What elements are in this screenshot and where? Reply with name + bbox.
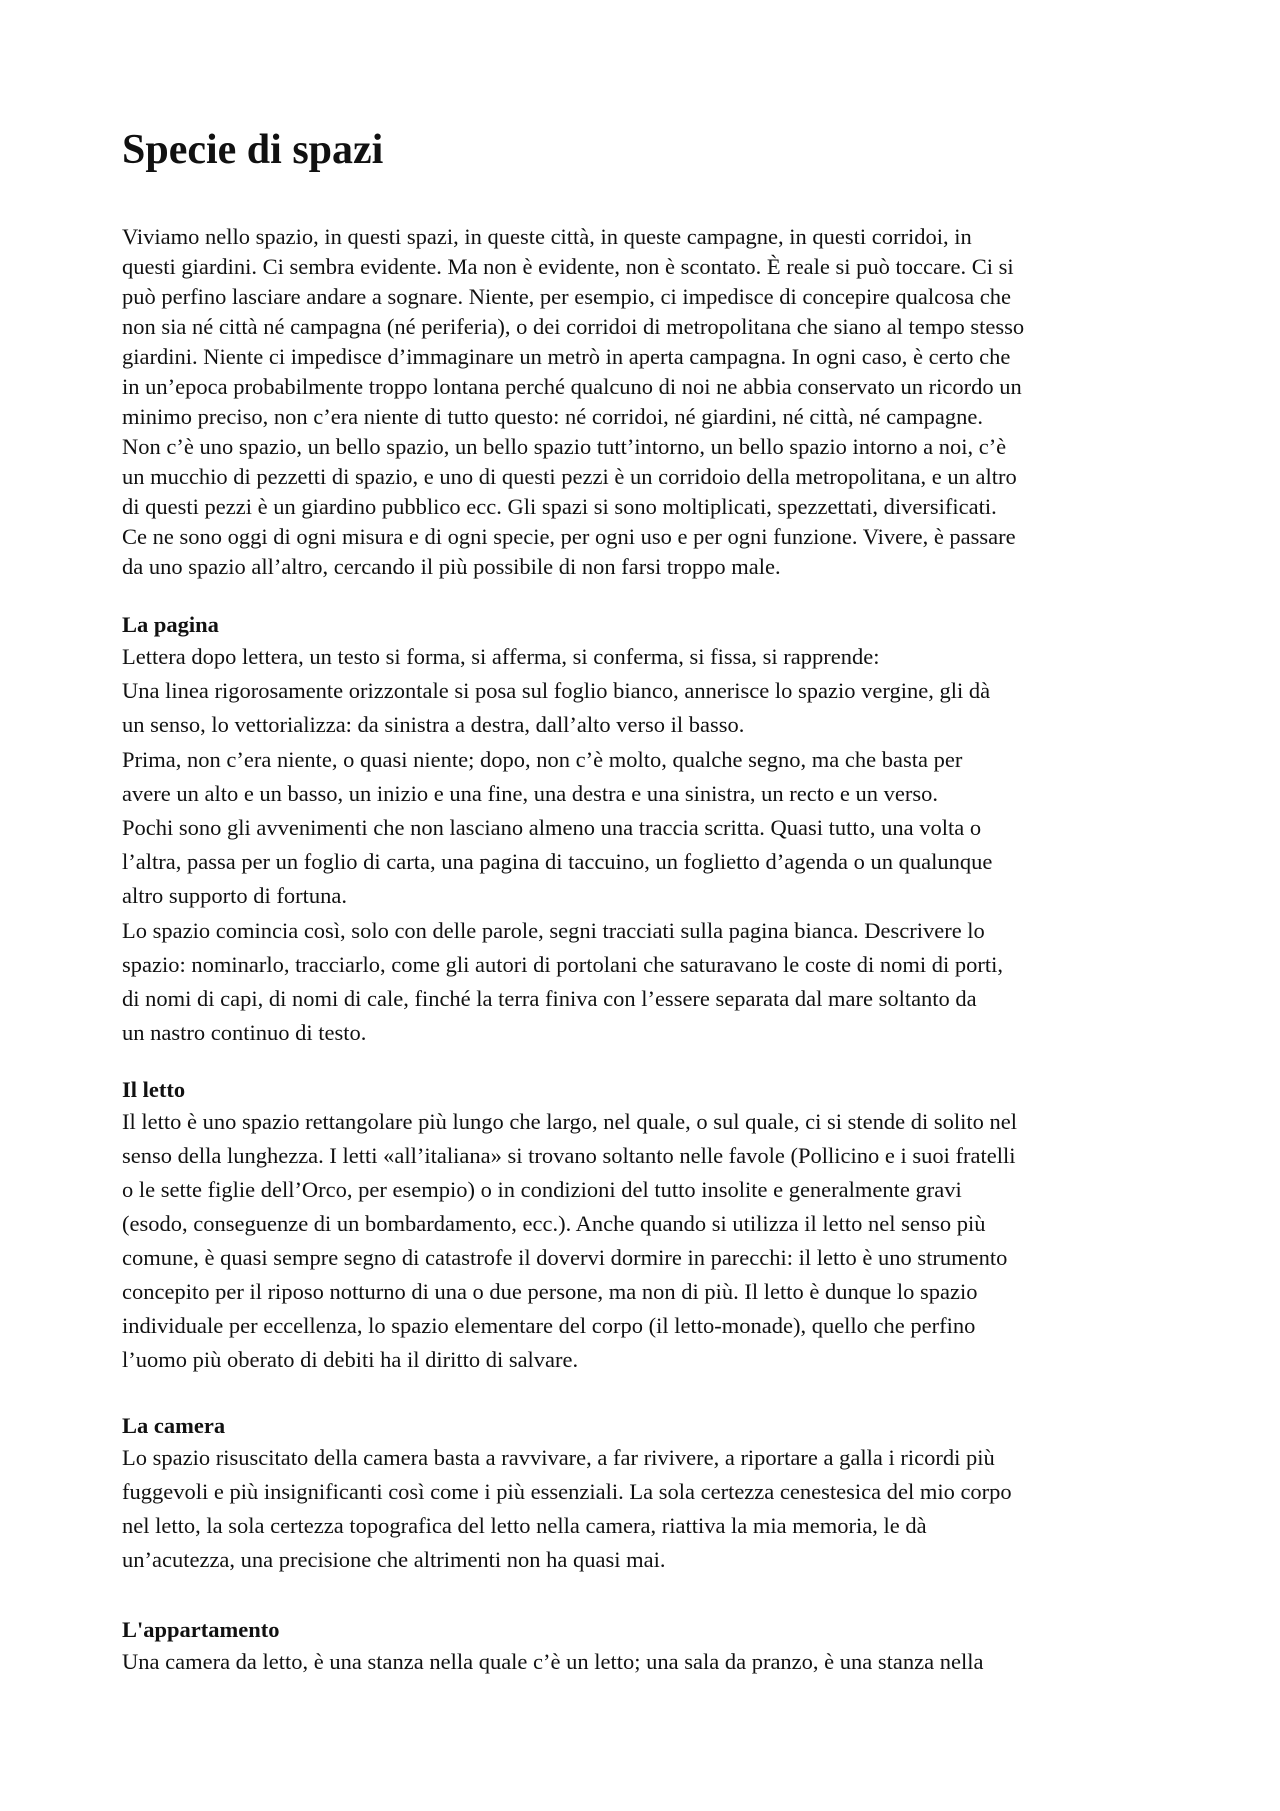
section-la-pagina xyxy=(122,610,1172,1050)
text-line: Non c’è uno spazio, un bello spazio, un bello spazio tutt’intorno, un bello spazio intorno a noi, c’è xyxy=(122,434,1007,459)
text-line: non sia né città né campagna (né periferia), o dei corridoi di metropolitana che siano al tempo stesso xyxy=(122,314,1025,339)
text-line: (esodo, conseguenze di un bombardamento, ecc.). Anche quando si utilizza il letto nel senso più xyxy=(122,1211,986,1236)
text-line: individuale per eccellenza, lo spazio elementare del corpo (il letto-monade), quello che perfino xyxy=(122,1313,976,1338)
text-line: minimo preciso, non c’era niente di tutto questo: né corridoi, né giardini, né città, né campagne. xyxy=(122,404,983,429)
text-line: spazio: nominarlo, tracciarlo, come gli autori di portolani che saturavano le coste di nomi di porti, xyxy=(122,951,1003,977)
text-line: un nastro continuo di testo. xyxy=(122,1020,367,1046)
section-heading: L'appartamento xyxy=(122,1617,280,1642)
text-line: da uno spazio all’altro, cercando il più possibile di non farsi troppo male. xyxy=(122,554,781,579)
section-body xyxy=(122,1105,1172,1377)
text-line: Lo spazio comincia così, solo con delle parole, segni tracciati sulla pagina bianca. Descrivere lo xyxy=(122,917,985,943)
section-body xyxy=(122,1441,1172,1577)
text-line: Lettera dopo lettera, un testo si forma, si afferma, si conferma, si fissa, si rapprende: xyxy=(122,644,880,669)
text-line: di questi pezzi è un giardino pubblico ecc. Gli spazi si sono moltiplicati, spezzettati, diversificati. xyxy=(122,494,997,519)
text-line: altro supporto di fortuna. xyxy=(122,883,347,909)
text-line: un mucchio di pezzetti di spazio, e uno di questi pezzi è un corridoio della metropolitana, e un altro xyxy=(122,464,1017,489)
text-line: può perfino lasciare andare a sognare. Niente, per esempio, ci impedisce di concepire qualcosa che xyxy=(122,284,1011,309)
section-la-camera xyxy=(122,1411,1172,1577)
section-heading: La camera xyxy=(122,1413,226,1438)
intro-paragraph xyxy=(122,222,1172,582)
text-line: Una linea rigorosamente orizzontale si posa sul foglio bianco, annerisce lo spazio vergine, gli dà xyxy=(122,678,991,704)
text-line: un’acutezza, una precisione che altrimenti non ha quasi mai. xyxy=(122,1547,666,1572)
text-line: senso della lunghezza. I letti «all’italiana» si trovano soltanto nelle favole (Pollicino e i suoi fratelli xyxy=(122,1143,1016,1168)
text-line: l’altra, passa per un foglio di carta, una pagina di taccuino, un foglietto d’agenda o un qualunque xyxy=(122,849,993,875)
text-line: concepito per il riposo notturno di una o due persone, ma non di più. Il letto è dunque lo spazio xyxy=(122,1279,978,1304)
text-line: questi giardini. Ci sembra evidente. Ma non è evidente, non è scontato. È reale si può toccare. Ci si xyxy=(122,254,1014,279)
text-line: o le sette figlie dell’Orco, per esempio) o in condizioni del tutto insolite e generalmente gravi xyxy=(122,1177,962,1202)
section-l-appartamento xyxy=(122,1615,1172,1679)
text-line: l’uomo più oberato di debiti ha il diritto di salvare. xyxy=(122,1347,579,1372)
text-line: nel letto, la sola certezza topografica del letto nella camera, riattiva la mia memoria, le dà xyxy=(122,1513,927,1538)
text-line: avere un alto e un basso, un inizio e una fine, una destra e una sinistra, un recto e un verso. xyxy=(122,780,938,806)
text-line: Lo spazio risuscitato della camera basta a ravvivare, a far rivivere, a riportare a galla i ricordi più xyxy=(122,1445,995,1470)
text-line: di nomi di capi, di nomi di cale, finché la terra finiva con l’essere separata dal mare soltanto da xyxy=(122,986,977,1012)
text-line: Ce ne sono oggi di ogni misura e di ogni specie, per ogni uso e per ogni funzione. Vivere, è passare xyxy=(122,524,1016,549)
text-line: giardini. Niente ci impedisce d’immaginare un metrò in aperta campagna. In ogni caso, è certo che xyxy=(122,344,1011,369)
section-il-letto xyxy=(122,1075,1172,1377)
page-title: Specie di spazi xyxy=(122,127,384,173)
text-line: Pochi sono gli avvenimenti che non lasciano almeno una traccia scritta. Quasi tutto, una volta o xyxy=(122,815,982,841)
text-line: Una camera da letto, è una stanza nella quale c’è un letto; una sala da pranzo, è una stanza nella xyxy=(122,1649,984,1674)
text-line: un senso, lo vettorializza: da sinistra a destra, dall’alto verso il basso. xyxy=(122,712,745,738)
text-line: Prima, non c’era niente, o quasi niente; dopo, non c’è molto, qualche segno, ma che basta per xyxy=(122,746,963,772)
section-heading: La pagina xyxy=(122,612,219,637)
section-body xyxy=(122,640,1172,1050)
text-line: fuggevoli e più insignificanti così come i più essenziali. La sola certezza cenestesica del mio corpo xyxy=(122,1479,1012,1504)
text-line: comune, è quasi sempre segno di catastrofe il dovervi dormire in parecchi: il letto è uno strumento xyxy=(122,1245,1008,1270)
text-line: Viviamo nello spazio, in questi spazi, in queste città, in queste campagne, in questi corridoi, in xyxy=(122,224,972,249)
text-line: Il letto è uno spazio rettangolare più lungo che largo, nel quale, o sul quale, ci si stende di solito nel xyxy=(122,1109,1017,1134)
section-body xyxy=(122,1645,1172,1679)
text-line: in un’epoca probabilmente troppo lontana perché qualcuno di noi ne abbia conservato un ricordo un xyxy=(122,374,1022,399)
section-heading: Il letto xyxy=(122,1077,186,1102)
